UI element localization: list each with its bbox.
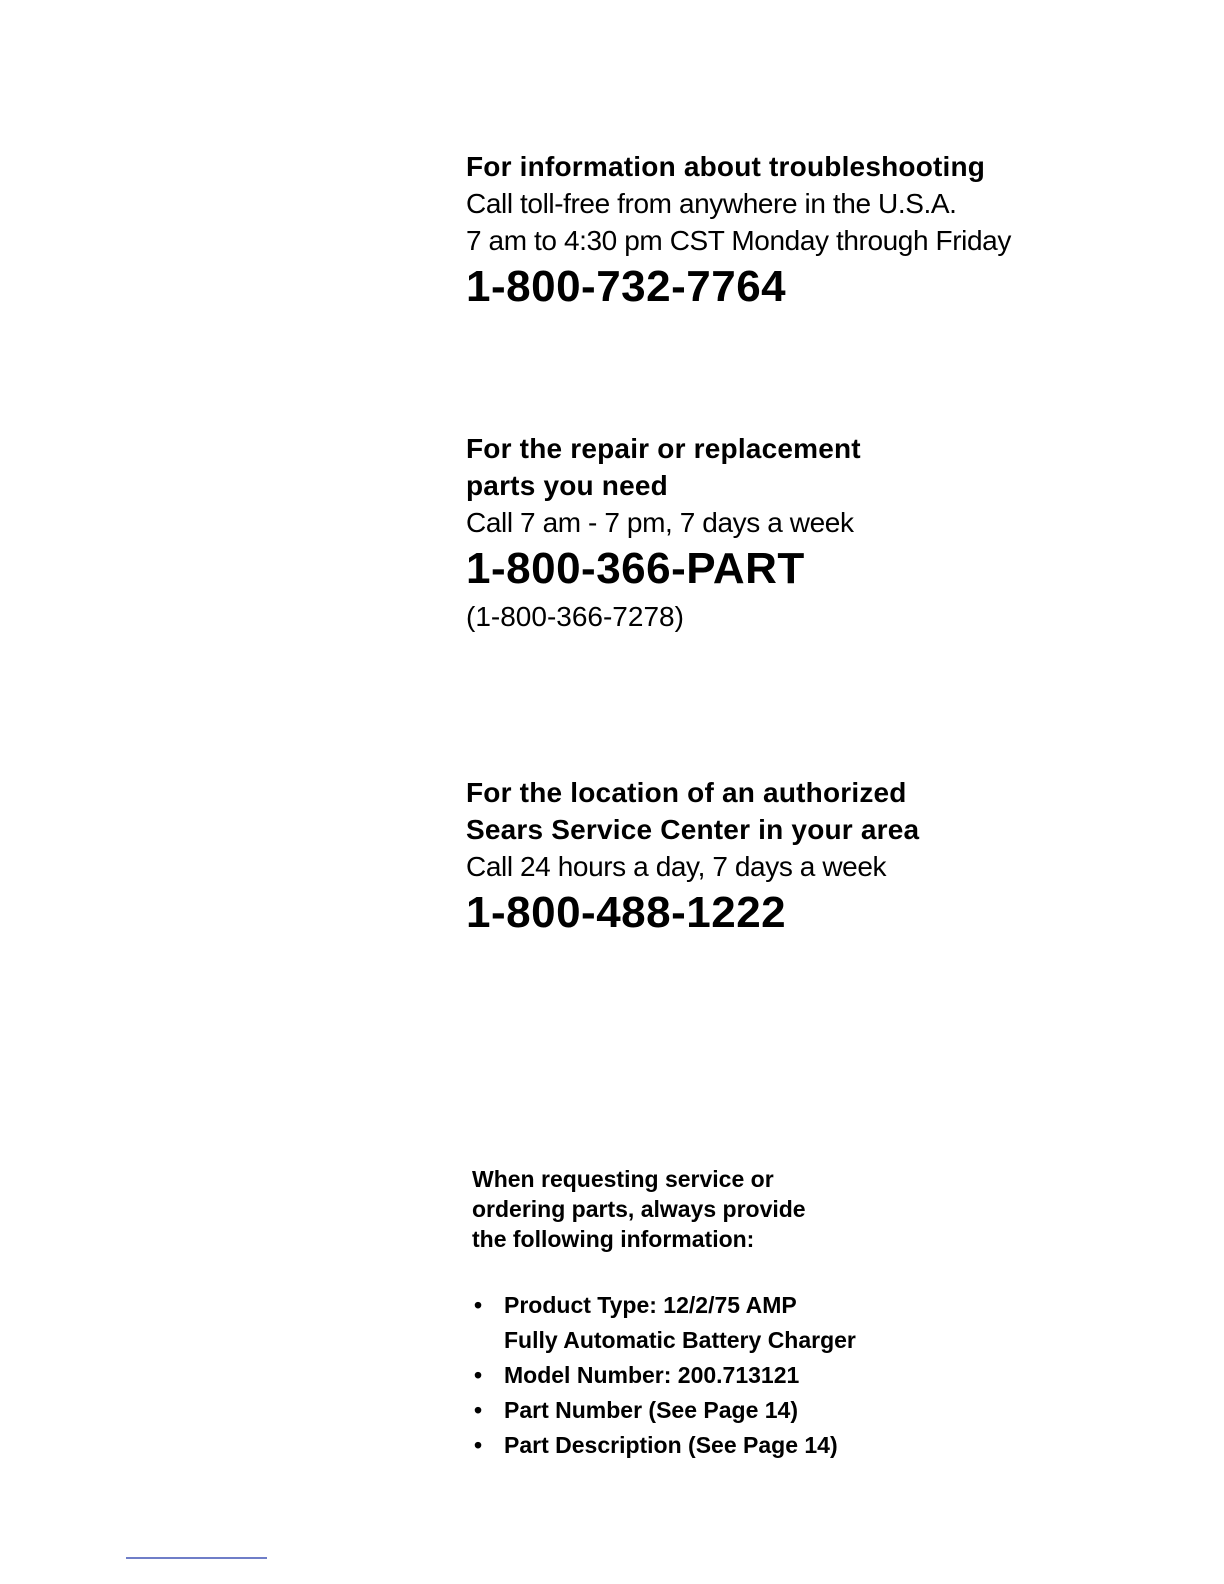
list-item-part-number — [472, 1393, 856, 1428]
repair-parts-section — [466, 430, 861, 635]
troubleshooting-line-2: 7 am to 4:30 pm CST Monday through Friday — [466, 225, 1011, 256]
service-center-heading-line-2: Sears Service Center in your area — [466, 814, 920, 845]
list-item-model-number — [472, 1358, 856, 1393]
part-description-line: Part Description (See Page 14) — [504, 1432, 838, 1458]
troubleshooting-line-1: Call toll-free from anywhere in the U.S.A. — [466, 188, 957, 219]
service-center-section — [466, 774, 919, 939]
bullet-icon: • — [474, 1432, 483, 1458]
ordering-info-list — [472, 1288, 856, 1463]
ordering-info-section — [472, 1164, 856, 1463]
list-item-part-description — [472, 1428, 856, 1463]
product-type-line-2: Fully Automatic Battery Charger — [504, 1327, 856, 1353]
repair-parts-hours: Call 7 am - 7 pm, 7 days a week — [466, 507, 854, 538]
troubleshooting-heading: For information about troubleshooting — [466, 151, 986, 182]
bullet-icon: • — [474, 1397, 483, 1423]
ordering-info-heading-line-1: When requesting service or — [472, 1166, 774, 1192]
service-center-hours: Call 24 hours a day, 7 days a week — [466, 851, 887, 882]
product-type-line-1: Product Type: 12/2/75 AMP — [504, 1292, 797, 1318]
troubleshooting-section — [466, 148, 1011, 313]
ordering-info-heading-line-2: ordering parts, always provide — [472, 1196, 806, 1222]
model-number-line: Model Number: 200.713121 — [504, 1362, 800, 1388]
service-center-phone: 1-800-488-1222 — [466, 888, 787, 937]
repair-parts-phone: 1-800-366-PART — [466, 544, 805, 593]
part-number-line: Part Number (See Page 14) — [504, 1397, 799, 1423]
repair-parts-heading-line-2: parts you need — [466, 470, 668, 501]
ordering-info-heading-line-3: the following information: — [472, 1226, 755, 1252]
service-center-heading-line-1: For the location of an authorized — [466, 777, 907, 808]
repair-parts-heading-line-1: For the repair or replacement — [466, 433, 861, 464]
troubleshooting-phone: 1-800-732-7764 — [466, 262, 787, 311]
footer-rule — [126, 1557, 267, 1559]
list-item-product-type — [472, 1288, 856, 1358]
bullet-icon: • — [474, 1292, 483, 1318]
bullet-icon: • — [474, 1362, 483, 1388]
repair-parts-phone-numeric: (1-800-366-7278) — [466, 601, 684, 632]
